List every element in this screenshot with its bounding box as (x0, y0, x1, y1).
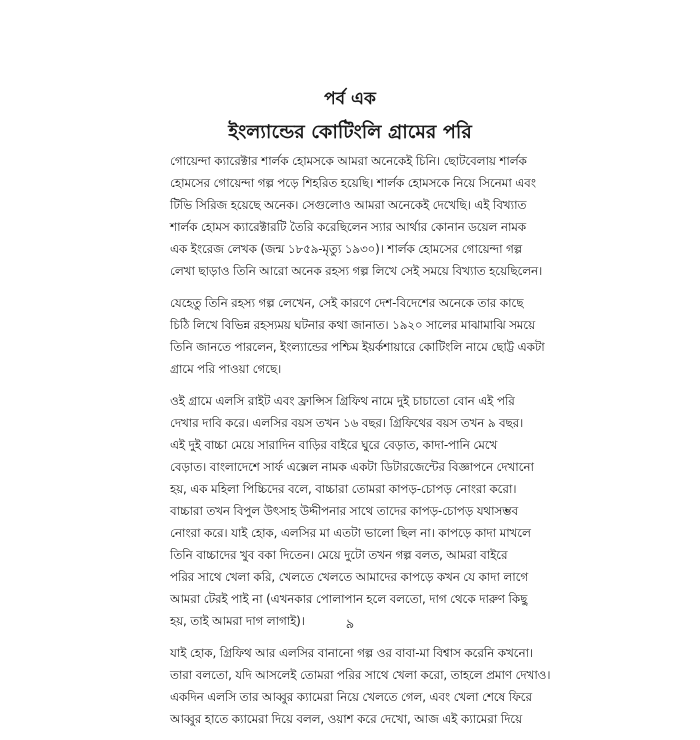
text-line: এই দুই বাচ্চা মেয়ে সারাদিন বাড়ির বাইরে ঘুরে বেড়াত, কাদা-পানি মেখে (170, 438, 498, 452)
chapter-heading: পর্ব এক (324, 89, 376, 109)
text-line: যেহেতু তিনি রহস্য গল্প লেখেন, সেই কারণে দেশ-বিদেশের অনেকে তার কাছে (170, 296, 524, 310)
text-line: শার্লক হোমস ক্যারেক্টারটি তৈরি করেছিলেন স্যার আর্থার কোনান ডয়েল নামক (170, 220, 526, 234)
text-line: যাই হোক, গ্রিফিথ আর এলসির বানানো গল্প ওর বাবা-মা বিশ্বাস করেনি কখনো। (170, 646, 534, 660)
text-line: টিভি সিরিজ হয়েছে অনেক। সেগুলোও আমরা অনেকেই দেখেছি। এই বিখ্যাত (170, 198, 527, 212)
paragraph-1 (170, 150, 543, 282)
text-line: আমরা টেরই পাই না (এখনকার পোলাপান হলে বলতো, দাগ থেকে দারুণ কিছু (170, 592, 528, 606)
text-line: গোয়েন্দা ক্যারেক্টার শার্লক হোমসকে আমরা অনেকেই চিনি। ছোটবেলায় শার্লক (170, 154, 527, 168)
paragraph-3 (170, 390, 534, 632)
text-line: দেখার দাবি করে। এলসির বয়স তখন ১৬ বছর। গ্রিফিথের বয়স তখন ৯ বছর। (170, 416, 524, 430)
text-line: নোংরা করে। যাই হোক, এলসির মা এতটা ভালো ছিল না। কাপড়ে কাদা মাখলে (170, 526, 531, 540)
text-line: হোমসের গোয়েন্দা গল্প পড়ে শিহরিত হয়েছি। শার্লক হোমসকে নিয়ে সিনেমা এবং (170, 176, 536, 190)
text-line: তারা বলতো, যদি আসলেই তোমরা পরির সাথে খেলা করো, তাহলে প্রমাণ দেখাও। (170, 668, 551, 682)
text-line: চিঠি লিখে বিভিন্ন রহস্যময় ঘটনার কথা জানাত। ১৯২০ সালের মাঝামাঝি সময়ে (170, 318, 535, 332)
paragraph-2 (170, 292, 545, 380)
page-number: ৯ (345, 617, 355, 632)
text-line: বেড়াত। বাংলাদেশে সার্ফ এক্সেল নামক একটা ডিটারজেন্টের বিজ্ঞাপনে দেখানো (170, 460, 534, 474)
text-line: তিনি বাচ্চাদের খুব বকা দিতেন। মেয়ে দুটো তখন গল্প বলত, আমরা বাইরে (170, 548, 508, 562)
text-line: হয়, তাই আমরা দাগ লাগাই)। (170, 614, 305, 628)
text-line: একদিন এলসি তার আব্বুর ক্যামেরা নিয়ে খেলতে গেল, এবং খেলা শেষে ফিরে (170, 690, 532, 704)
paragraph-4 (170, 642, 551, 730)
text-line: আব্বুর হাতে ক্যামেরা দিয়ে বলল, ওয়াশ করে দেখো, আজ এই ক্যামেরা দিয়ে (170, 712, 522, 726)
text-line: গ্রামে পরি পাওয়া গেছে। (170, 362, 282, 376)
text-line: লেখা ছাড়াও তিনি আরো অনেক রহস্য গল্প লিখে সেই সময়ে বিখ্যাত হয়েছিলেন। (170, 264, 543, 278)
text-line: হয়, এক মহিলা পিচ্চিদের বলে, বাচ্চারা তোমরা কাপড়-চোপড় নোংরা করো। (170, 482, 517, 496)
text-line: পরির সাথে খেলা করি, খেলতে খেলতে আমাদের কাপড়ে কখন যে কাদা লাগে (170, 570, 529, 584)
text-line: বাচ্চারা তখন বিপুল উৎসাহ উদ্দীপনার সাথে তাদের কাপড়-চোপড় যথাসম্ভব (170, 504, 518, 518)
text-line: এক ইংরেজ লেখক (জন্ম ১৮৫৯-মৃত্যু ১৯৩০)। শার্লক হোমসের গোয়েন্দা গল্প (170, 242, 523, 256)
body-text (170, 150, 551, 740)
text-line: ওই গ্রামে এলসি রাইট এবং ফ্রান্সিস গ্রিফিথ নামে দুই চাচাতো বোন এই পরি (170, 394, 515, 408)
chapter-title: ইংল্যান্ডের কোটিংলি গ্রামের পরি (228, 121, 472, 143)
text-line: তিনি জানতে পারলেন, ইংল্যান্ডের পশ্চিম ইয়র্কশায়ারে কোটিংলি নামে ছোট্ট একটা (170, 340, 545, 354)
